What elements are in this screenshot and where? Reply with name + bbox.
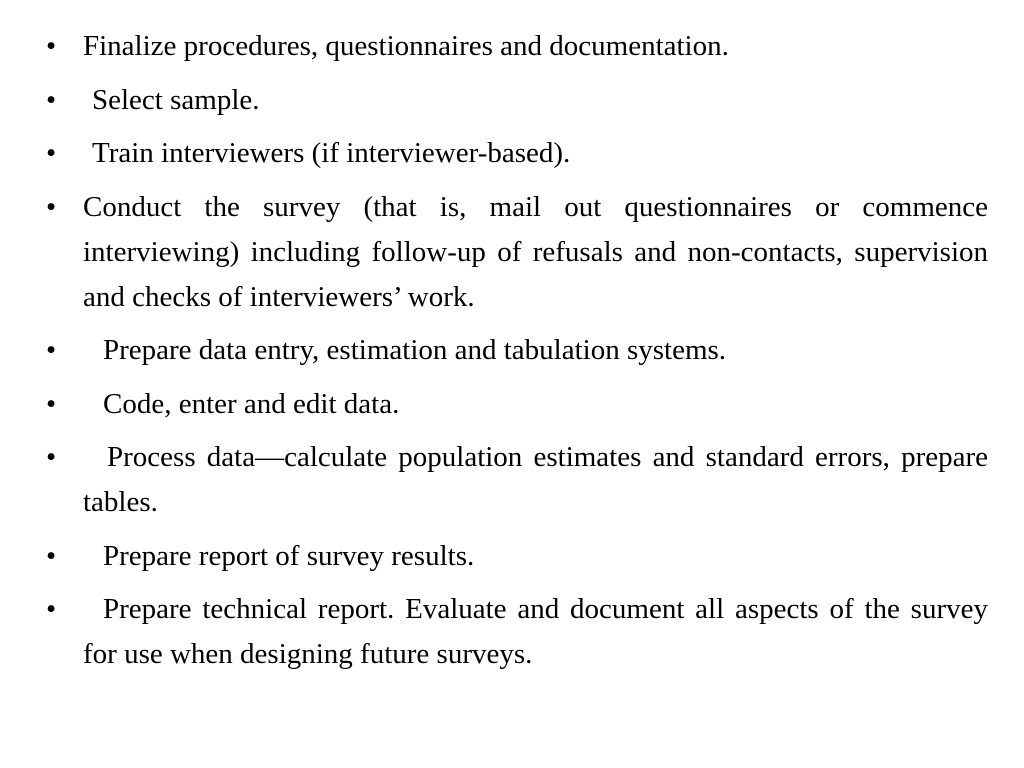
- list-item-code-enter-edit: [46, 382, 988, 427]
- list-item-select-sample: [46, 78, 988, 123]
- list-item-text: Train interviewers (if interviewer-based).: [92, 137, 571, 169]
- list-item-text: Prepare data entry, estimation and tabulation systems.: [103, 334, 727, 366]
- list-item-text: Code, enter and edit data.: [103, 387, 400, 420]
- bullet-icon: •: [46, 387, 57, 420]
- bullet-icon: •: [46, 30, 57, 62]
- bullet-icon: •: [46, 334, 57, 366]
- bullet-icon: •: [46, 539, 57, 572]
- bullet-icon: •: [46, 441, 57, 473]
- list-item-conduct-survey: [46, 185, 988, 320]
- list-item-technical-report: [46, 587, 988, 677]
- list-item-prepare-data-entry: [46, 328, 988, 373]
- list-item-process-data: [46, 435, 988, 525]
- bullet-list: [46, 24, 988, 686]
- bullet-icon: •: [46, 83, 57, 116]
- list-item-finalize-procedures: [46, 24, 988, 69]
- list-item-text: Conduct the survey (that is, mail out questionnaires or commence interviewing) including follow-up of refusals and non-contacts, supervision and checks of interviewers’ work.: [83, 190, 988, 313]
- bullet-icon: •: [46, 137, 57, 169]
- list-item-text: Prepare technical report. Evaluate and document all aspects of the survey for use when designing future surveys.: [83, 593, 988, 670]
- list-item-text: Select sample.: [92, 83, 260, 116]
- list-item-train-interviewers: [46, 131, 988, 176]
- list-item-text: Prepare report of survey results.: [103, 539, 475, 572]
- list-item-text: Finalize procedures, questionnaires and documentation.: [83, 30, 729, 62]
- bullet-icon: •: [46, 593, 57, 625]
- list-item-prepare-report: [46, 534, 988, 579]
- list-item-text: Process data—calculate population estimates and standard errors, prepare tables.: [83, 441, 988, 518]
- bullet-icon: •: [46, 190, 57, 223]
